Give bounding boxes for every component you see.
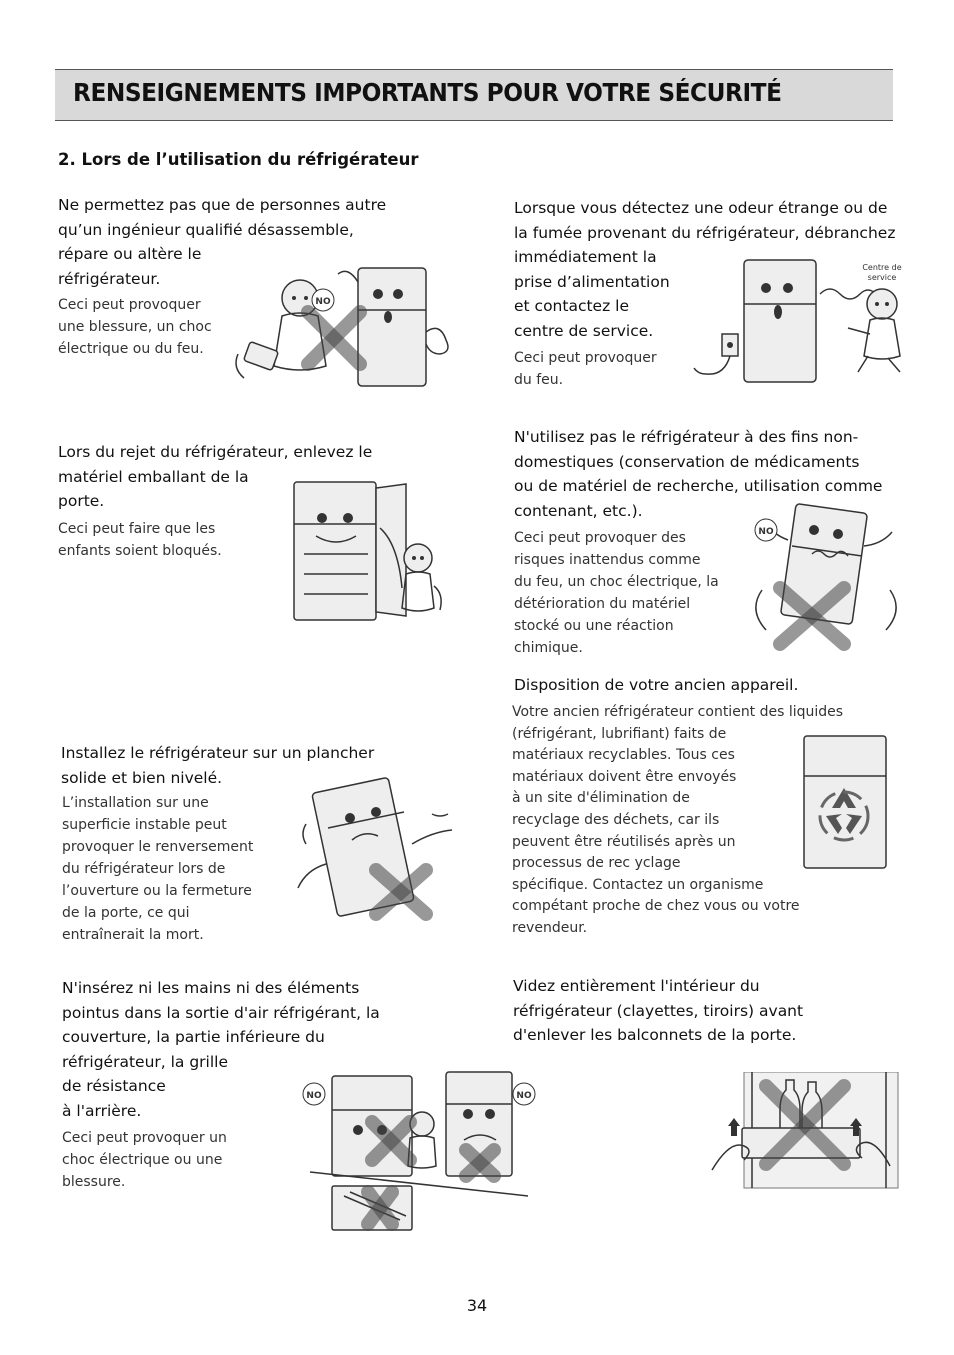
b7-heading: N'insérez ni les mains ni des éléments pointus dans la sortie d'air réfrigérant, la couverture, la partie inférieure du réfrigérateur, la grille de résistance à l'arrière. bbox=[62, 979, 380, 1120]
illustration-air-outlet bbox=[280, 1064, 550, 1234]
section-heading: 2. Lors de l’utilisation du réfrigérateur bbox=[58, 150, 419, 169]
b8-heading: Videz entièrement l'intérieur du réfrigérateur (clayettes, tiroirs) avant d'enlever les balconnets de la porte. bbox=[513, 977, 804, 1044]
b5-heading: Disposition de votre ancien appareil. bbox=[514, 676, 799, 694]
b3-heading: Lors du rejet du réfrigérateur, enlevez le matériel emballant de la porte. bbox=[58, 443, 373, 510]
illustration-smoke bbox=[690, 254, 920, 389]
no-badge-2: NO bbox=[516, 1091, 532, 1101]
no-badge: NO bbox=[758, 527, 774, 537]
title-banner bbox=[55, 69, 893, 121]
service-caption-line1: Centre de bbox=[862, 263, 902, 272]
b6-text: L’installation sur une superficie instable peut provoquer le renversement du réfrigérateur lors de l’ouverture ou la fermeture de la porte, ce qui entraînerait la mort. bbox=[62, 795, 254, 943]
no-badge: NO bbox=[306, 1091, 322, 1101]
illustration-recycling bbox=[800, 732, 890, 872]
page-title: RENSEIGNEMENTS IMPORTANTS POUR VOTRE SÉCURITÉ bbox=[73, 78, 782, 107]
b7-text: Ceci peut provoquer un choc électrique ou une blessure. bbox=[62, 1130, 227, 1190]
b1-text: Ceci peut provoquer une blessure, un choc électrique ou du feu. bbox=[58, 297, 212, 357]
b4-heading: N'utilisez pas le réfrigérateur à des fins non- domestiques (conservation de médicaments ou de matériel de recherche, utilisation comme contenant, etc.). bbox=[514, 428, 883, 520]
b4-text: Ceci peut provoquer des risques inattendus comme du feu, un choc électrique, la détérioration du matériel stocké ou une réaction chimique. bbox=[514, 530, 719, 656]
b5-text: Votre ancien réfrigérateur contient des liquides (réfrigérant, lubrifiant) faits de matériaux recyclables. Tous ces matériaux doivent être envoyés à un site d'élimination de recyclage des déchets, car ils peuvent être réutilisés après un processus de rec yclage spécifique. Contactez un organisme compétant proche de chez vous ou votre revendeur. bbox=[512, 704, 844, 936]
b1-heading: Ne permettez pas que de personnes autre qu’un ingénieur qualifié désassemble, répare ou altère le réfrigérateur. bbox=[58, 196, 387, 288]
illustration-door bbox=[290, 478, 450, 626]
b6-heading: Installez le réfrigérateur sur un plancher solide et bien nivelé. bbox=[61, 744, 375, 787]
no-badge: NO bbox=[315, 297, 331, 307]
page-number: 34 bbox=[466, 1296, 488, 1315]
illustration-unstable-floor bbox=[282, 774, 456, 924]
illustration-nondomestic bbox=[740, 500, 910, 652]
b2-heading: Lorsque vous détectez une odeur étrange ou de la fumée provenant du réfrigérateur, débranchez immédiatement la prise d’alimentation et contactez le centre de service. bbox=[514, 199, 896, 340]
service-caption-line2: service bbox=[867, 273, 897, 282]
b2-text: Ceci peut provoquer du feu. bbox=[514, 350, 657, 388]
illustration-door-shelves bbox=[700, 1072, 900, 1190]
b3-text: Ceci peut faire que les enfants soient bloqués. bbox=[58, 521, 222, 559]
illustration-disassemble bbox=[228, 262, 460, 392]
